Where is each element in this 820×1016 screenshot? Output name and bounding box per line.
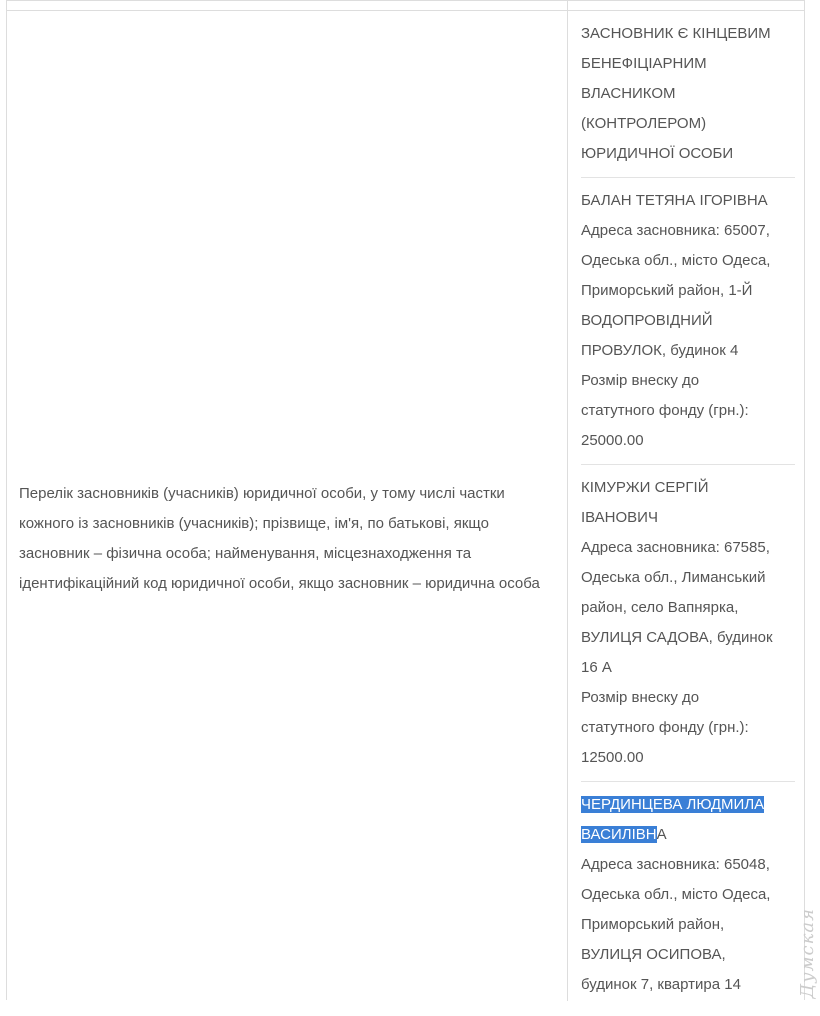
contribution-amount: 25000.00 — [581, 432, 644, 449]
field-value-cell — [581, 19, 795, 1016]
table-header-row — [7, 1, 804, 11]
entry-line: ПРОВУЛОК, будинок 4 — [581, 342, 739, 359]
entry-line: Адреса засновника: 67585, — [581, 539, 770, 556]
list-item-founder — [581, 186, 795, 465]
selected-text[interactable]: ЧЕРДИНЦЕВА ЛЮДМИЛА — [581, 796, 765, 813]
entry-line: ВОДОПРОВІДНИЙ — [581, 312, 713, 329]
entry-line: Приморський район, — [581, 916, 725, 933]
unselected-text[interactable]: А — [656, 826, 667, 843]
entry-line: район, село Вапнярка, — [581, 599, 739, 616]
list-item-beneficiary-note — [581, 19, 795, 178]
entry-line: ВУЛИЦЯ ОСИПОВА, — [581, 946, 726, 963]
entry-line: статутного фонду (грн.): — [581, 402, 749, 419]
entry-line: Розмір внеску до — [581, 372, 700, 389]
list-item-founder — [581, 790, 795, 1008]
field-label-cell: Перелік засновників (учасників) юридичної особи, у тому числі частки кожного із засновників (учасників); прізвище, ім'я, по батькові, якщо засновник – фізична особа; найменування, місцезнаходження та ідентифікаційний код юридичної особи, якщо засновник – юридична особа — [19, 485, 540, 592]
entry-line: ВУЛИЦЯ САДОВА, будинок — [581, 629, 773, 646]
watermark-logo: Думская — [797, 908, 818, 999]
founder-name — [581, 790, 795, 820]
entry-line: Розмір внеску до — [581, 689, 700, 706]
founder-name: БАЛАН ТЕТЯНА ІГОРІВНА — [581, 192, 768, 209]
entry-line: ЮРИДИЧНОЇ ОСОБИ — [581, 145, 734, 162]
founders-table — [6, 0, 805, 1000]
entry-line: Адреса засновника: 65007, — [581, 222, 770, 239]
entry-line: ВЛАСНИКОМ — [581, 85, 676, 102]
entry-line: (КОНТРОЛЕРОМ) — [581, 115, 707, 132]
founder-name — [581, 820, 795, 850]
selected-text[interactable]: ВАСИЛІВН — [581, 826, 657, 843]
entry-line: Одеська обл., Лиманський — [581, 569, 766, 586]
entry-line: Одеська обл., місто Одеса, — [581, 886, 771, 903]
entry-line: будинок 7, квартира 14 — [581, 976, 741, 993]
entry-line: Одеська обл., місто Одеса, — [581, 252, 771, 269]
entry-line: Адреса засновника: 65048, — [581, 856, 770, 873]
founder-name: ІВАНОВИЧ — [581, 509, 658, 526]
entry-line: статутного фонду (грн.): — [581, 719, 749, 736]
list-item-founder — [581, 473, 795, 782]
entry-line: БЕНЕФІЦІАРНИМ — [581, 55, 707, 72]
contribution-amount: 12500.00 — [581, 749, 644, 766]
entry-line: 16 А — [581, 659, 612, 676]
founder-name: КІМУРЖИ СЕРГІЙ — [581, 479, 709, 496]
entry-line: ЗАСНОВНИК Є КІНЦЕВИМ — [581, 25, 771, 42]
column-divider — [567, 1, 568, 1001]
entry-line: Приморський район, 1-Й — [581, 282, 753, 299]
